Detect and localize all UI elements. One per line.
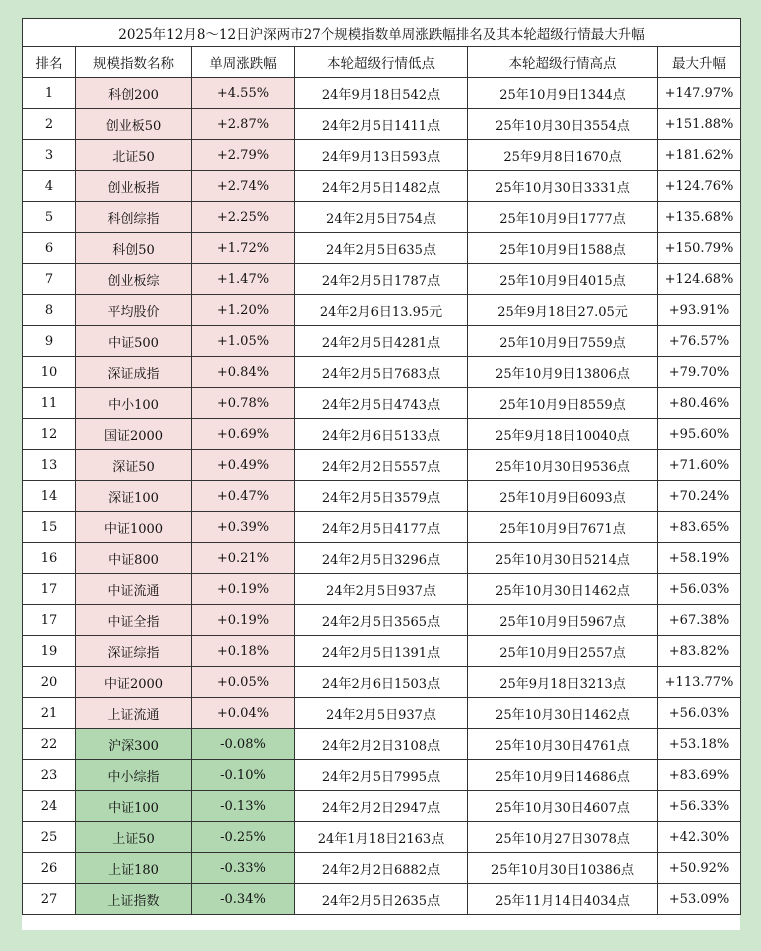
table-row [23, 140, 741, 171]
cycle-high-cell: 25年10月30日1462点 [468, 574, 658, 605]
rank-cell: 6 [23, 233, 76, 264]
header-cycle-high: 本轮超级行情高点 [468, 47, 658, 78]
header-row [23, 47, 741, 78]
max-rise-cell: +113.77% [658, 667, 741, 698]
index-name-cell: 上证指数 [76, 884, 192, 915]
table-row [23, 357, 741, 388]
cycle-low-cell: 24年2月5日3579点 [295, 481, 468, 512]
rank-cell: 17 [23, 605, 76, 636]
max-rise-cell: +56.03% [658, 698, 741, 729]
cycle-high-cell: 25年10月9日5967点 [468, 605, 658, 636]
rank-cell: 7 [23, 264, 76, 295]
weekly-change-cell: -0.08% [192, 729, 295, 760]
rank-cell: 23 [23, 760, 76, 791]
table-title: 2025年12月8～12日沪深两市27个规模指数单周涨跌幅排名及其本轮超级行情最大升幅 [23, 19, 741, 47]
rank-cell: 16 [23, 543, 76, 574]
weekly-change-cell: +0.47% [192, 481, 295, 512]
max-rise-cell: +53.18% [658, 729, 741, 760]
weekly-change-cell: -0.25% [192, 822, 295, 853]
header-max-rise: 最大升幅 [658, 47, 741, 78]
index-name-cell: 中证全指 [76, 605, 192, 636]
index-name-cell: 科创50 [76, 233, 192, 264]
index-ranking-sheet [22, 18, 740, 930]
cycle-high-cell: 25年10月9日7671点 [468, 512, 658, 543]
index-name-cell: 深证100 [76, 481, 192, 512]
table-row [23, 171, 741, 202]
rank-cell: 26 [23, 853, 76, 884]
max-rise-cell: +150.79% [658, 233, 741, 264]
cycle-low-cell: 24年2月5日937点 [295, 698, 468, 729]
weekly-change-cell: +0.21% [192, 543, 295, 574]
cycle-high-cell: 25年10月30日1462点 [468, 698, 658, 729]
max-rise-cell: +124.76% [658, 171, 741, 202]
max-rise-cell: +53.09% [658, 884, 741, 915]
weekly-change-cell: +4.55% [192, 78, 295, 109]
cycle-low-cell: 24年2月5日1482点 [295, 171, 468, 202]
cycle-high-cell: 25年10月30日10386点 [468, 853, 658, 884]
table-row [23, 729, 741, 760]
cycle-high-cell: 25年10月27日3078点 [468, 822, 658, 853]
cycle-low-cell: 24年2月5日7683点 [295, 357, 468, 388]
index-name-cell: 中证100 [76, 791, 192, 822]
rank-cell: 27 [23, 884, 76, 915]
weekly-change-cell: +0.84% [192, 357, 295, 388]
table-row [23, 450, 741, 481]
header-rank: 排名 [23, 47, 76, 78]
index-name-cell: 上证180 [76, 853, 192, 884]
cycle-low-cell: 24年2月5日937点 [295, 574, 468, 605]
weekly-change-cell: +1.20% [192, 295, 295, 326]
max-rise-cell: +42.30% [658, 822, 741, 853]
rank-cell: 25 [23, 822, 76, 853]
rank-cell: 13 [23, 450, 76, 481]
cycle-high-cell: 25年10月30日3331点 [468, 171, 658, 202]
cycle-high-cell: 25年10月9日6093点 [468, 481, 658, 512]
max-rise-cell: +80.46% [658, 388, 741, 419]
index-name-cell: 国证2000 [76, 419, 192, 450]
cycle-high-cell: 25年9月18日3213点 [468, 667, 658, 698]
cycle-low-cell: 24年2月6日1503点 [295, 667, 468, 698]
table-row [23, 481, 741, 512]
cycle-low-cell: 24年2月5日7995点 [295, 760, 468, 791]
rank-cell: 22 [23, 729, 76, 760]
table-row [23, 884, 741, 915]
weekly-change-cell: +0.19% [192, 574, 295, 605]
index-name-cell: 深证成指 [76, 357, 192, 388]
index-name-cell: 科创200 [76, 78, 192, 109]
rank-cell: 14 [23, 481, 76, 512]
table-row [23, 233, 741, 264]
weekly-change-cell: +2.25% [192, 202, 295, 233]
cycle-low-cell: 24年2月5日4177点 [295, 512, 468, 543]
cycle-low-cell: 24年2月2日5557点 [295, 450, 468, 481]
rank-cell: 10 [23, 357, 76, 388]
weekly-change-cell: +0.69% [192, 419, 295, 450]
table-row [23, 760, 741, 791]
cycle-high-cell: 25年10月30日3554点 [468, 109, 658, 140]
max-rise-cell: +56.03% [658, 574, 741, 605]
cycle-low-cell: 24年2月5日3565点 [295, 605, 468, 636]
max-rise-cell: +67.38% [658, 605, 741, 636]
index-ranking-table [22, 18, 741, 915]
table-row [23, 388, 741, 419]
weekly-change-cell: -0.34% [192, 884, 295, 915]
weekly-change-cell: +1.47% [192, 264, 295, 295]
weekly-change-cell: +2.87% [192, 109, 295, 140]
table-row [23, 512, 741, 543]
index-name-cell: 深证综指 [76, 636, 192, 667]
index-name-cell: 中证800 [76, 543, 192, 574]
cycle-high-cell: 25年10月9日2557点 [468, 636, 658, 667]
table-row [23, 574, 741, 605]
cycle-low-cell: 24年2月5日754点 [295, 202, 468, 233]
cycle-high-cell: 25年10月30日4761点 [468, 729, 658, 760]
weekly-change-cell: +0.04% [192, 698, 295, 729]
table-row [23, 636, 741, 667]
max-rise-cell: +83.82% [658, 636, 741, 667]
cycle-low-cell: 24年2月2日2947点 [295, 791, 468, 822]
index-name-cell: 平均股价 [76, 295, 192, 326]
weekly-change-cell: -0.13% [192, 791, 295, 822]
index-name-cell: 中证1000 [76, 512, 192, 543]
cycle-high-cell: 25年10月9日7559点 [468, 326, 658, 357]
table-row [23, 667, 741, 698]
max-rise-cell: +71.60% [658, 450, 741, 481]
cycle-low-cell: 24年2月5日1411点 [295, 109, 468, 140]
cycle-low-cell: 24年2月5日635点 [295, 233, 468, 264]
cycle-high-cell: 25年9月8日1670点 [468, 140, 658, 171]
index-name-cell: 中证500 [76, 326, 192, 357]
index-name-cell: 创业板50 [76, 109, 192, 140]
table-row [23, 822, 741, 853]
cycle-low-cell: 24年2月5日4743点 [295, 388, 468, 419]
index-name-cell: 北证50 [76, 140, 192, 171]
max-rise-cell: +50.92% [658, 853, 741, 884]
table-row [23, 78, 741, 109]
table-row [23, 295, 741, 326]
weekly-change-cell: -0.10% [192, 760, 295, 791]
table-row [23, 543, 741, 574]
table-row [23, 419, 741, 450]
rank-cell: 12 [23, 419, 76, 450]
cycle-high-cell: 25年9月18日10040点 [468, 419, 658, 450]
header-weekly-change: 单周涨跌幅 [192, 47, 295, 78]
table-row [23, 791, 741, 822]
cycle-high-cell: 25年10月9日1588点 [468, 233, 658, 264]
table-row [23, 109, 741, 140]
index-name-cell: 中小100 [76, 388, 192, 419]
weekly-change-cell: +0.18% [192, 636, 295, 667]
rank-cell: 3 [23, 140, 76, 171]
max-rise-cell: +70.24% [658, 481, 741, 512]
header-cycle-low: 本轮超级行情低点 [295, 47, 468, 78]
cycle-low-cell: 24年1月18日2163点 [295, 822, 468, 853]
max-rise-cell: +181.62% [658, 140, 741, 171]
rank-cell: 2 [23, 109, 76, 140]
rank-cell: 19 [23, 636, 76, 667]
index-name-cell: 中证2000 [76, 667, 192, 698]
rank-cell: 5 [23, 202, 76, 233]
max-rise-cell: +56.33% [658, 791, 741, 822]
rank-cell: 8 [23, 295, 76, 326]
table-row [23, 264, 741, 295]
rank-cell: 24 [23, 791, 76, 822]
rank-cell: 20 [23, 667, 76, 698]
table-row [23, 326, 741, 357]
cycle-low-cell: 24年9月13日593点 [295, 140, 468, 171]
cycle-low-cell: 24年2月6日5133点 [295, 419, 468, 450]
rank-cell: 21 [23, 698, 76, 729]
cycle-high-cell: 25年10月30日9536点 [468, 450, 658, 481]
index-name-cell: 创业板指 [76, 171, 192, 202]
cycle-low-cell: 24年2月5日1787点 [295, 264, 468, 295]
cycle-high-cell: 25年10月30日5214点 [468, 543, 658, 574]
max-rise-cell: +79.70% [658, 357, 741, 388]
weekly-change-cell: +0.39% [192, 512, 295, 543]
rank-cell: 17 [23, 574, 76, 605]
weekly-change-cell: +2.74% [192, 171, 295, 202]
cycle-low-cell: 24年9月18日542点 [295, 78, 468, 109]
rank-cell: 1 [23, 78, 76, 109]
index-name-cell: 中证流通 [76, 574, 192, 605]
weekly-change-cell: +2.79% [192, 140, 295, 171]
cycle-high-cell: 25年11月14日4034点 [468, 884, 658, 915]
weekly-change-cell: +1.05% [192, 326, 295, 357]
cycle-high-cell: 25年10月9日14686点 [468, 760, 658, 791]
index-name-cell: 科创综指 [76, 202, 192, 233]
cycle-high-cell: 25年9月18日27.05元 [468, 295, 658, 326]
index-name-cell: 沪深300 [76, 729, 192, 760]
cycle-high-cell: 25年10月9日4015点 [468, 264, 658, 295]
index-name-cell: 上证流通 [76, 698, 192, 729]
table-row [23, 698, 741, 729]
cycle-high-cell: 25年10月9日1344点 [468, 78, 658, 109]
weekly-change-cell: +0.19% [192, 605, 295, 636]
max-rise-cell: +58.19% [658, 543, 741, 574]
index-name-cell: 创业板综 [76, 264, 192, 295]
index-name-cell: 中小综指 [76, 760, 192, 791]
max-rise-cell: +124.68% [658, 264, 741, 295]
cycle-low-cell: 24年2月5日4281点 [295, 326, 468, 357]
max-rise-cell: +151.88% [658, 109, 741, 140]
cycle-high-cell: 25年10月9日13806点 [468, 357, 658, 388]
cycle-low-cell: 24年2月2日6882点 [295, 853, 468, 884]
header-index-name: 规模指数名称 [76, 47, 192, 78]
cycle-low-cell: 24年2月6日13.95元 [295, 295, 468, 326]
weekly-change-cell: +0.78% [192, 388, 295, 419]
max-rise-cell: +147.97% [658, 78, 741, 109]
table-row [23, 853, 741, 884]
weekly-change-cell: -0.33% [192, 853, 295, 884]
index-name-cell: 上证50 [76, 822, 192, 853]
title-row [23, 19, 741, 47]
cycle-low-cell: 24年2月5日2635点 [295, 884, 468, 915]
cycle-high-cell: 25年10月9日1777点 [468, 202, 658, 233]
rank-cell: 4 [23, 171, 76, 202]
rank-cell: 9 [23, 326, 76, 357]
weekly-change-cell: +0.49% [192, 450, 295, 481]
max-rise-cell: +83.69% [658, 760, 741, 791]
max-rise-cell: +83.65% [658, 512, 741, 543]
max-rise-cell: +135.68% [658, 202, 741, 233]
rank-cell: 15 [23, 512, 76, 543]
weekly-change-cell: +0.05% [192, 667, 295, 698]
max-rise-cell: +95.60% [658, 419, 741, 450]
cycle-low-cell: 24年2月5日1391点 [295, 636, 468, 667]
cycle-low-cell: 24年2月5日3296点 [295, 543, 468, 574]
max-rise-cell: +93.91% [658, 295, 741, 326]
cycle-high-cell: 25年10月30日4607点 [468, 791, 658, 822]
rank-cell: 11 [23, 388, 76, 419]
cycle-high-cell: 25年10月9日8559点 [468, 388, 658, 419]
index-name-cell: 深证50 [76, 450, 192, 481]
weekly-change-cell: +1.72% [192, 233, 295, 264]
table-row [23, 605, 741, 636]
table-body [23, 78, 741, 915]
cycle-low-cell: 24年2月2日3108点 [295, 729, 468, 760]
table-row [23, 202, 741, 233]
max-rise-cell: +76.57% [658, 326, 741, 357]
